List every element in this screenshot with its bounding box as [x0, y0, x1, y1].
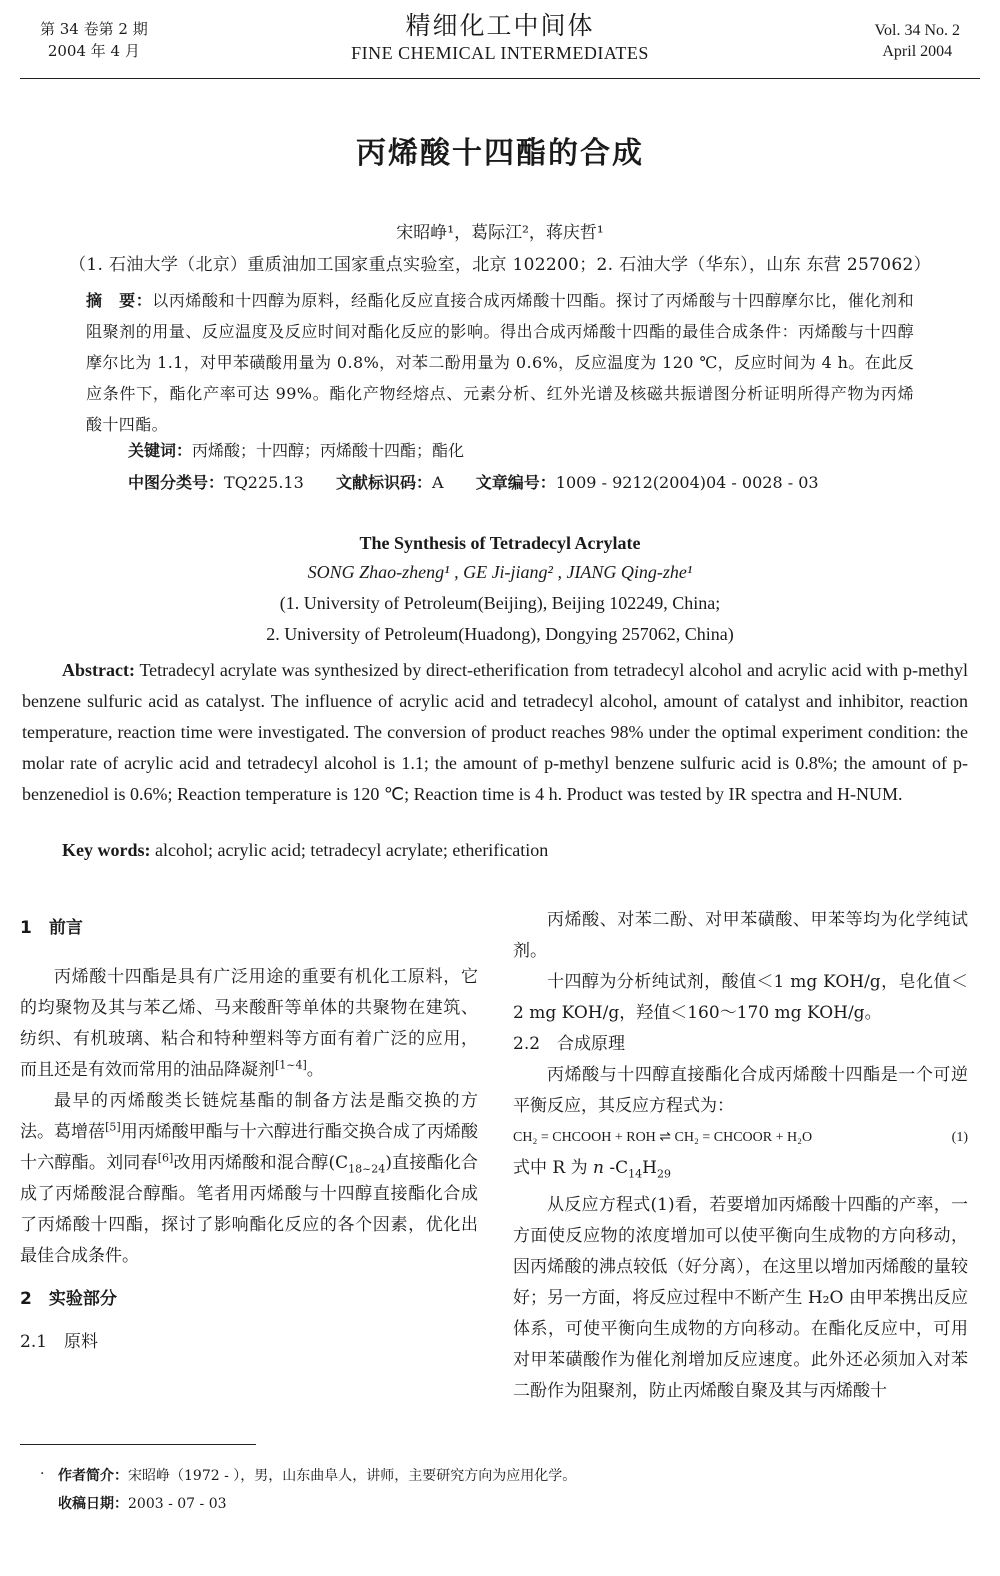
equation-number: (1)	[951, 1130, 968, 1145]
clc-value: TQ225.13	[224, 473, 304, 492]
equation-text: CH₂ = CHCOOH + ROH ⇌ CH₂ = CHCOOR + H₂O	[513, 1130, 813, 1145]
footnote-author	[58, 1466, 576, 1486]
footnote-author-text: 宋昭峥（1972 - ），男，山东曲阜人，讲师，主要研究方向为应用化学。	[128, 1468, 577, 1484]
footnote-received-label: 收稿日期：	[58, 1496, 128, 1512]
abstract-en-text: Tetradecyl acrylate was synthesized by direct-etherification from tetradecyl alcohol and acrylic acid with p-methyl benzene sulfuric acid as catalyst. The influence of acrylic acid and tetradecyl alcohol, amount of catalyst and inhibitor, reaction temperature, reaction time were investigated. The conversion of product reaches 98% under the optimal experiment condition: the molar rate of acrylic acid and tetradecyl alcohol is 1.1; the amount of p-methyl benzene sulfuric acid is 0.8%; the amount of p-benzenediol is 0.6%; Reaction temperature is 120 ℃; Reaction time is 4 h. Product was tested by IR spectra and H-NUM.	[22, 660, 968, 804]
materials-para-2: 十四醇为分析纯试剂，酸值＜1 mg KOH/g，皂化值＜2 mg KOH/g，羟值＜160～170 mg KOH/g。	[513, 972, 968, 1023]
journal-title-en: FINE CHEMICAL INTERMEDIATES	[351, 43, 649, 63]
paper-title-en: The Synthesis of Tetradecyl Acrylate	[359, 533, 641, 553]
keywords-cn-text: 丙烯酸；十四醇；丙烯酸十四酯；酯化	[192, 441, 465, 460]
journal-title-cn: 精细化工中间体	[405, 11, 595, 40]
date-en: April 2004	[882, 43, 953, 60]
volume-en: Vol. 34 No. 2	[874, 22, 960, 39]
section-2-title: 2 实验部分	[20, 1289, 117, 1309]
keywords-en-text: alcohol; acrylic acid; tetradecyl acrylate; etherification	[150, 840, 549, 860]
abstract-en-label: Abstract:	[62, 660, 135, 680]
paper-title-cn: 丙烯酸十四酯的合成	[356, 136, 644, 171]
article-no-value: 1009 - 9212(2004)04 - 0028 - 03	[555, 473, 819, 492]
body-left-column	[20, 905, 478, 1358]
footnote-rule	[20, 1444, 256, 1445]
doc-code-label: 文献标识码：	[335, 473, 432, 492]
section-1-para-2: 最早的丙烯酸类长链烷基酯的制备方法是酯交换的方法。葛增蓓[5]用丙烯酸甲酯与十六醇进行酯交换合成了丙烯酸十六醇酯。刘同春[6]改用丙烯酸和混合醇$(C_{18\sim 24})$直接酯化合成了丙烯酸混合醇酯。笔者用丙烯酸与十四醇直接酯化合成了丙烯酸十四酯，探讨了影响酯化反应的各个因素，优化出最佳合成条件。	[20, 1091, 479, 1266]
equation-where: 式中 R 为 n $-C_{14}H_{29}$	[513, 1158, 671, 1181]
citation-6: [6]	[157, 1151, 174, 1165]
principle-para-2: 从反应方程式(1)看，若要增加丙烯酸十四酯的产率，一方面使反应物的浓度增加可以使平衡向生成物的方向移动，因丙烯酸的沸点较低（好分离），在这里以增加丙烯酸的量较好；另一方面，将反应过程中不断产生 H₂O 由甲苯携出反应体系，可使平衡向生成物的方向移动。在酯化反应中，可用对甲苯磺酸作为催化剂增加反应速度。此外还必须加入对苯二酚作为阻聚剂，防止丙烯酸自聚及其与丙烯酸十	[513, 1195, 968, 1401]
citation-5: [5]	[105, 1120, 121, 1134]
doc-code-value: A	[432, 473, 444, 492]
abstract-en	[22, 655, 968, 810]
abstract-cn-label: 摘 要：	[86, 291, 153, 310]
section-2-1-title: 2.1 原料	[20, 1332, 99, 1352]
abstract-cn-text: 以丙烯酸和十四醇为原料，经酯化反应直接合成丙烯酸十四酯。探讨了丙烯酸与十四醇摩尔比，催化剂和阻聚剂的用量、反应温度及反应时间对酯化反应的影响。得出合成丙烯酸十四酯的最佳合成条件：丙烯酸与十四醇摩尔比为 1.1，对甲苯磺酸用量为 0.8%，对苯二酚用量为 0.6%，反应温度为 120 ℃，反应时间为 4 h。在此反应条件下，酯化产率可达 99%。酯化产物经熔点、元素分析、红外光谱及核磁共振谱图分析证明所得产物为丙烯酸十四酯。	[86, 291, 914, 434]
affiliation-cn: （1. 石油大学（北京）重质油加工国家重点实验室，北京 102200；2. 石油大学（华东），山东 东营 257062）	[69, 255, 931, 275]
principle-para-1: 丙烯酸与十四醇直接酯化合成丙烯酸十四酯是一个可逆平衡反应，其反应方程式为：	[513, 1065, 968, 1116]
date-cn: 2004 年 4 月	[47, 42, 140, 60]
affiliation-en-2: 2. University of Petroleum(Huadong), Dongying 257062, China)	[266, 624, 734, 644]
header-left	[40, 18, 148, 62]
section-1-title: 1 前言	[20, 918, 83, 938]
section-1-para-1: 丙烯酸十四酯是具有广泛用途的重要有机化工原料，它的均聚物及其与苯乙烯、马来酸酐等单体的共聚物在建筑、纺织、有机玻璃、粘合和特种塑料等方面有着广泛的应用，而且还是有效而常用的油品降凝剂[1~4]。	[20, 967, 478, 1080]
section-2-2-title: 2.2 合成原理	[513, 1034, 626, 1054]
authors-en: SONG Zhao-zheng¹ , GE Ji-jiang² , JIANG Qing-zhe¹	[307, 562, 693, 582]
body-right-column	[513, 905, 968, 1407]
materials-para-1: 丙烯酸、对苯二酚、对甲苯磺酸、甲苯等均为化学纯试剂。	[513, 910, 968, 961]
keywords-cn-label: 关键词：	[128, 441, 193, 460]
volume-cn: 第 34 卷第 2 期	[40, 20, 148, 38]
abstract-cn	[86, 285, 914, 440]
footnote-received-text: 2003 - 07 - 03	[128, 1496, 227, 1512]
citation-1-4: [1~4]	[275, 1058, 307, 1072]
header-rule	[20, 78, 980, 79]
keywords-en-label: Key words:	[62, 840, 151, 860]
affiliation-en-1: (1. University of Petroleum(Beijing), Beijing 102249, China;	[279, 593, 721, 613]
footnote-received	[58, 1494, 227, 1514]
footnote-mark: ·	[40, 1466, 45, 1482]
clc-label: 中图分类号：	[128, 473, 225, 492]
authors-cn: 宋昭峥¹，葛际江²，蒋庆哲¹	[396, 223, 604, 243]
keywords-cn	[128, 438, 464, 461]
keywords-en	[62, 840, 548, 861]
footnote-author-label: 作者简介：	[58, 1468, 128, 1484]
header-right	[875, 20, 961, 62]
header-center	[250, 10, 750, 64]
reaction-equation	[513, 1122, 968, 1153]
classification-line	[128, 470, 819, 493]
article-no-label: 文章编号：	[475, 473, 556, 492]
